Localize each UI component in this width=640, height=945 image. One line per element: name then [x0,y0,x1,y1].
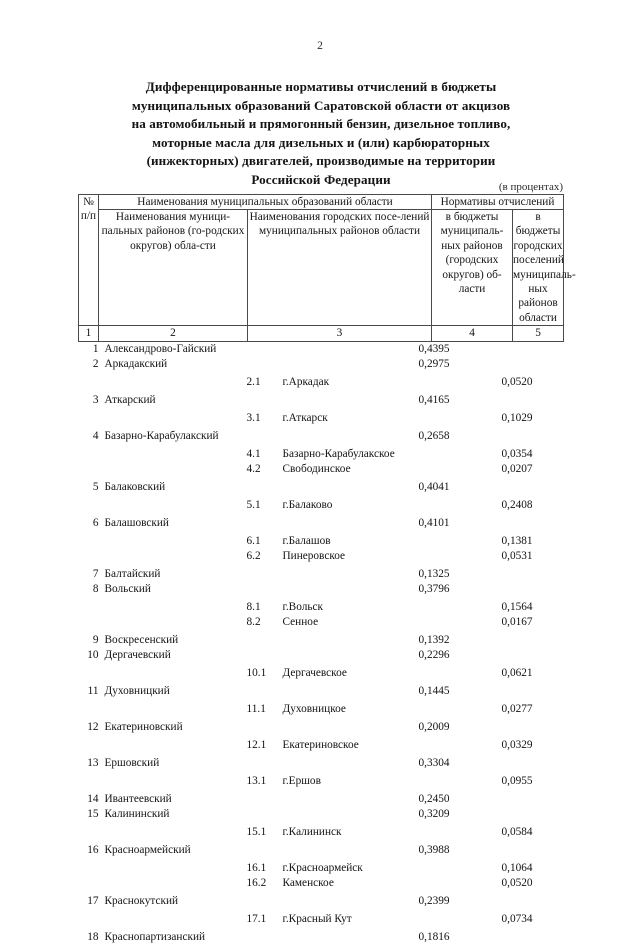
table-row [79,375,564,390]
table-row [79,429,564,444]
table-row [79,549,564,564]
row-district-budget-value: 0,3988 [418,844,450,857]
row-number: 18 [87,931,99,944]
table-row [79,600,564,615]
row-sub-number: 2.1 [246,376,261,389]
row-sub-number: 16.1 [246,862,267,875]
column-number: 5 [513,326,564,342]
header-cell-district-budget: в бюджеты муниципаль-ных районов (городских округов) об-ласти [432,210,513,326]
table-column-number-row [79,326,564,342]
row-settlement-name: г.Ершов [282,775,321,788]
row-sub-number: 5.1 [246,499,261,512]
row-number: 12 [87,721,99,734]
row-district-name: Аркадакский [104,358,168,371]
header-cell-settlements: Наименования городских посе-лений муниципальных районов области [248,210,432,326]
row-settlement-name: г.Красноармейск [282,862,363,875]
table-row [79,756,564,771]
row-district-budget-value: 0,4041 [418,481,450,494]
row-number: 8 [92,583,99,596]
table-row [79,393,564,408]
row-settlement-name: г.Балаково [282,499,333,512]
row-sub-number: 12.1 [246,739,267,752]
table-row [79,480,564,495]
table-row [79,894,564,909]
header-number-line2: п/п [80,210,97,222]
row-sub-number: 6.1 [246,535,261,548]
row-settlement-name: г.Балашов [282,535,331,548]
row-settlement-name: Дергачевское [282,667,347,680]
table-row [79,582,564,597]
row-settlement-name: Пинеровское [282,550,346,563]
table-row [79,498,564,513]
row-settlement-budget-value: 0,1064 [501,862,533,875]
row-settlement-name: Екатериновское [282,739,359,752]
table-row [79,357,564,372]
row-settlement-name: г.Аткарск [282,412,328,425]
row-district-budget-value: 0,2399 [418,895,450,908]
row-sub-number: 8.1 [246,601,261,614]
table-header-row-2 [79,210,564,326]
header-group-norms: Нормативы отчислений [432,195,564,210]
title-line: Российской Федерации [251,171,391,187]
row-settlement-budget-value: 0,0955 [501,775,533,788]
row-number: 2 [92,358,99,371]
title-line: моторные масла для дизельных и (или) карбюраторных [152,134,490,150]
row-settlement-budget-value: 0,0734 [501,913,533,926]
row-sub-number: 15.1 [246,826,267,839]
row-district-name: Дергачевский [104,649,171,662]
row-district-budget-value: 0,1816 [418,931,450,944]
row-settlement-name: Духовницкое [282,703,346,716]
row-district-budget-value: 0,2296 [418,649,450,662]
row-sub-number: 13.1 [246,775,267,788]
row-district-name: Вольский [104,583,151,596]
row-sub-number: 11.1 [246,703,266,716]
row-settlement-budget-value: 0,0621 [501,667,533,680]
table-row [79,825,564,840]
header-cell-districts: Наименования муници-пальных районов (го-родских округов) обла-сти [99,210,248,326]
row-settlement-name: г.Аркадак [282,376,330,389]
row-district-budget-value: 0,4101 [418,517,450,530]
row-number: 14 [87,793,99,806]
row-district-name: Краснопартизанский [104,931,206,944]
row-district-budget-value: 0,2658 [418,430,450,443]
row-district-budget-value: 0,1392 [418,634,450,647]
row-settlement-name: г.Калининск [282,826,342,839]
header-cell-number [79,195,99,326]
column-number: 3 [248,326,432,342]
row-settlement-budget-value: 0,2408 [501,499,533,512]
row-number: 11 [87,685,99,698]
table-row [79,720,564,735]
row-settlement-budget-value: 0,0354 [501,448,533,461]
row-number: 15 [87,808,99,821]
row-settlement-name: г.Вольск [282,601,324,614]
row-number: 16 [87,844,99,857]
row-number: 9 [92,634,99,647]
table-row [79,876,564,891]
row-settlement-budget-value: 0,1564 [501,601,533,614]
row-number: 17 [87,895,99,908]
row-settlement-name: Каменское [282,877,334,890]
table-body [79,342,564,944]
row-district-name: Балтайский [104,568,161,581]
row-sub-number: 6.2 [246,550,261,563]
table-row [79,648,564,663]
row-settlement-budget-value: 0,1381 [501,535,533,548]
row-settlement-budget-value: 0,0584 [501,826,533,839]
row-settlement-name: Базарно-Карабулакское [282,448,395,461]
row-district-name: Ивантеевский [104,793,172,806]
row-settlement-budget-value: 0,0167 [501,616,533,629]
row-number: 4 [92,430,99,443]
row-settlement-name: г.Красный Кут [282,913,352,926]
row-district-name: Аткарский [104,394,156,407]
title-line: Дифференцированные нормативы отчислений в бюджеты [145,79,497,94]
header-cell-settlement-budget: в бюджеты городских поселений муниципаль-ных районов области [513,211,576,324]
row-district-name: Балашовский [104,517,169,530]
table-row [79,930,564,945]
row-district-name: Калининский [104,808,170,821]
table-row [79,342,564,357]
row-number: 6 [92,517,99,530]
page-number: 2 [317,40,323,52]
row-district-name: Краснокутский [104,895,179,908]
row-number: 1 [92,343,99,356]
table-row [79,792,564,807]
row-settlement-budget-value: 0,0329 [501,739,533,752]
units-note: (в процентах) [498,181,563,193]
column-number: 4 [432,326,513,342]
row-district-budget-value: 0,2450 [418,793,450,806]
row-settlement-name: Свободинское [282,463,351,476]
table-row [79,411,564,426]
row-district-name: Екатериновский [104,721,183,734]
row-number: 7 [92,568,99,581]
table-body-row [79,342,564,913]
table-row [79,702,564,717]
row-sub-number: 4.2 [246,463,261,476]
title-line: (инжекторных) двигателей, производимые на территории [146,153,496,169]
row-district-name: Базарно-Карабулакский [104,430,219,443]
title-line: на автомобильный и прямогонный бензин, дизельное топливо, [131,116,511,132]
row-number: 3 [92,394,99,407]
table-row [79,843,564,858]
row-district-name: Духовницкий [104,685,170,698]
row-district-budget-value: 0,4165 [418,394,450,407]
row-district-name: Александрово-Гайский [104,343,217,356]
table-row [79,615,564,630]
row-district-budget-value: 0,2975 [418,358,450,371]
row-sub-number: 17.1 [246,913,267,926]
row-settlement-budget-value: 0,0277 [501,703,533,716]
table-row [79,774,564,789]
row-sub-number: 3.1 [246,412,261,425]
title-line: муниципальных образований Саратовской области от акцизов [131,97,511,113]
row-district-budget-value: 0,3796 [418,583,450,596]
table-header-row-1 [79,195,564,210]
row-sub-number: 4.1 [246,448,261,461]
row-settlement-budget-value: 0,0520 [501,376,533,389]
row-number: 10 [87,649,99,662]
table-row [79,567,564,582]
row-number: 13 [87,757,99,770]
table-row [79,912,564,927]
row-settlement-name: Сенное [282,616,319,629]
table-row [79,534,564,549]
header-group-names: Наименования муниципальных образований области [99,195,432,210]
row-settlement-budget-value: 0,0207 [501,463,533,476]
row-district-name: Балаковский [104,481,166,494]
row-district-budget-value: 0,3304 [418,757,450,770]
row-district-budget-value: 0,1445 [418,685,450,698]
table-row [79,807,564,822]
table-row [79,462,564,477]
norms-table [78,194,576,944]
row-sub-number: 8.2 [246,616,261,629]
table-row [79,861,564,876]
column-number: 1 [79,326,99,342]
table-row [79,447,564,462]
document-title [78,78,564,190]
row-district-budget-value: 0,3209 [418,808,450,821]
row-district-name: Красноармейский [104,844,191,857]
table-row [79,666,564,681]
row-district-budget-value: 0,4395 [418,343,450,356]
table-row [79,516,564,531]
table-row [79,633,564,648]
row-district-budget-value: 0,2009 [418,721,450,734]
row-district-name: Воскресенский [104,634,179,647]
row-sub-number: 16.2 [246,877,267,890]
header-number-line1: № [83,196,94,208]
table-row [79,684,564,699]
row-settlement-budget-value: 0,0520 [501,877,533,890]
column-number: 2 [99,326,248,342]
row-settlement-budget-value: 0,0531 [501,550,533,563]
row-number: 5 [92,481,99,494]
row-district-name: Ершовский [104,757,160,770]
row-district-budget-value: 0,1325 [418,568,450,581]
table-row [79,738,564,753]
row-sub-number: 10.1 [246,667,267,680]
row-settlement-budget-value: 0,1029 [501,412,533,425]
